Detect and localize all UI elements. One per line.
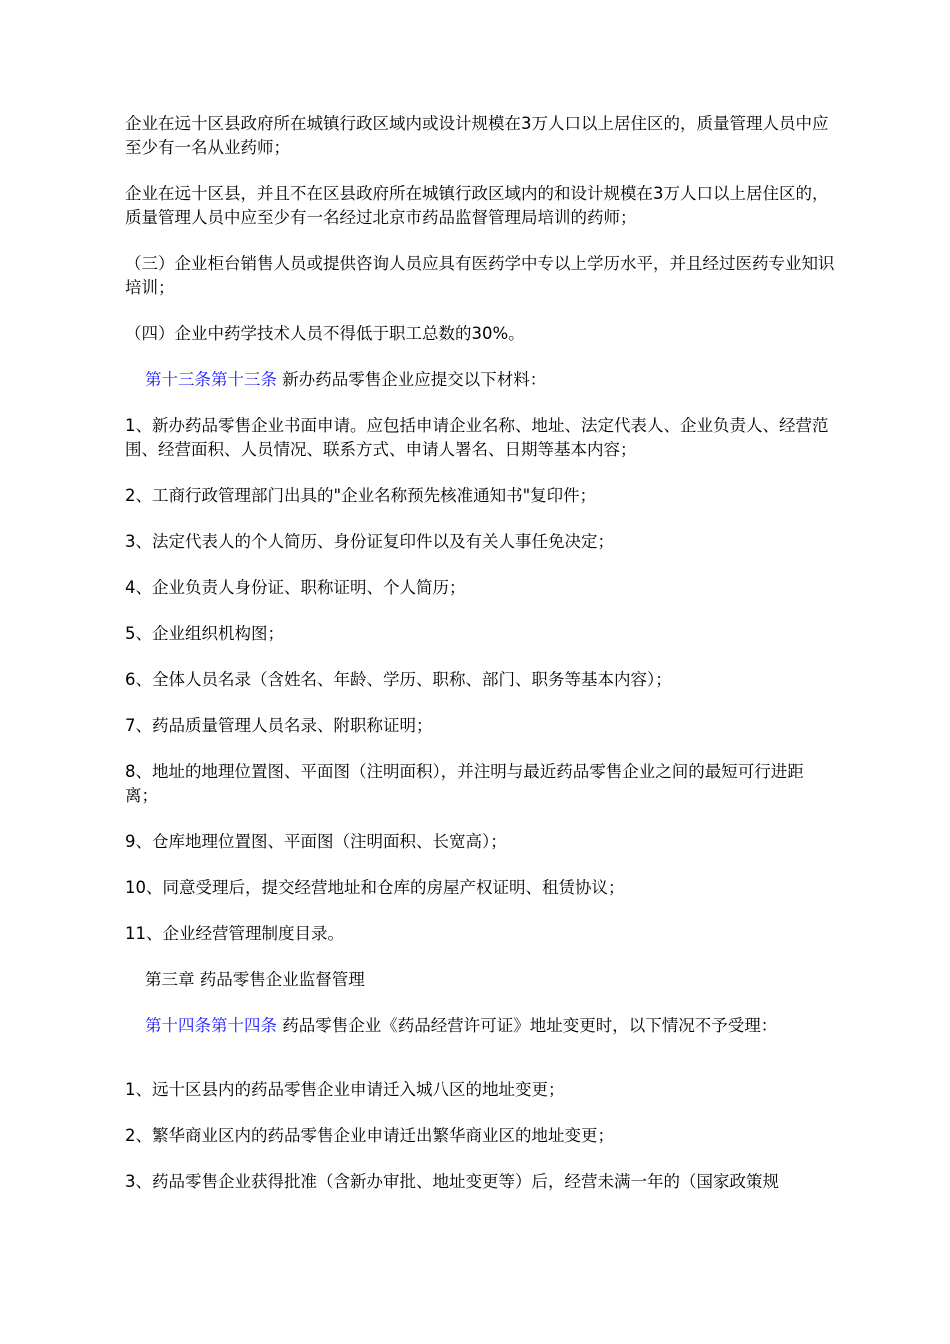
material-item-7: 7、药品质量管理人员名录、附职称证明； [125, 716, 433, 735]
exclusion-item-1: 1、远十区县内的药品零售企业申请迁入城八区的地址变更； [125, 1080, 565, 1099]
material-item-1: 1、新办药品零售企业书面申请。应包括申请企业名称、地址、法定代表人、企业负责人、经营范围、经营面积、人员情况、联系方式、申请人署名、日期等基本内容； [125, 416, 829, 459]
paragraph-item-4: （四）企业中药学技术人员不得低于职工总数的30%。 [125, 324, 525, 343]
material-item-11: 11、企业经营管理制度目录。 [125, 924, 344, 943]
material-item-5: 5、企业组织机构图； [125, 624, 284, 643]
exclusion-item-3: 3、药品零售企业获得批准（含新办审批、地址变更等）后，经营未满一年的（国家政策规 [125, 1172, 779, 1191]
chapter-3-heading: 第三章 药品零售企业监督管理 [145, 970, 365, 989]
material-item-8: 8、地址的地理位置图、平面图（注明面积），并注明与最近药品零售企业之间的最短可行进距离； [125, 762, 804, 805]
material-item-4: 4、企业负责人身份证、职称证明、个人简历； [125, 578, 466, 597]
document-body [125, 112, 835, 1194]
material-item-2: 2、工商行政管理部门出具的"企业名称预先核准通知书"复印件； [125, 486, 597, 505]
material-item-3: 3、法定代表人的个人简历、身份证复印件以及有关人事任免决定； [125, 532, 614, 551]
article-13-link[interactable]: 第十三条第十三条 [145, 370, 277, 389]
article-14-heading [125, 1014, 835, 1038]
material-item-9: 9、仓库地理位置图、平面图（注明面积、长宽高）； [125, 832, 507, 851]
article-14-text: 药品零售企业《药品经营许可证》地址变更时，以下情况不予受理： [277, 1016, 778, 1035]
exclusion-item-2: 2、繁华商业区内的药品零售企业申请迁出繁华商业区的地址变更； [125, 1126, 614, 1145]
paragraph-item-3: （三）企业柜台销售人员或提供咨询人员应具有医药学中专以上学历水平，并且经过医药专业知识培训； [125, 254, 835, 297]
article-13-heading [125, 368, 835, 392]
paragraph-pharmacist-requirement-2: 企业在远十区县，并且不在区县政府所在城镇行政区域内的和设计规模在3万人口以上居住区的，质量管理人员中应至少有一名经过北京市药品监督管理局培训的药师； [125, 184, 829, 227]
article-13-text: 新办药品零售企业应提交以下材料： [277, 370, 547, 389]
article-14-link[interactable]: 第十四条第十四条 [145, 1016, 277, 1035]
material-item-10: 10、同意受理后，提交经营地址和仓库的房屋产权证明、租赁协议； [125, 878, 625, 897]
paragraph-pharmacist-requirement-1: 企业在远十区县政府所在城镇行政区域内或设计规模在3万人口以上居住区的，质量管理人员中应至少有一名从业药师； [125, 114, 829, 157]
material-item-6: 6、全体人员名录（含姓名、年龄、学历、职称、部门、职务等基本内容）； [125, 670, 672, 689]
